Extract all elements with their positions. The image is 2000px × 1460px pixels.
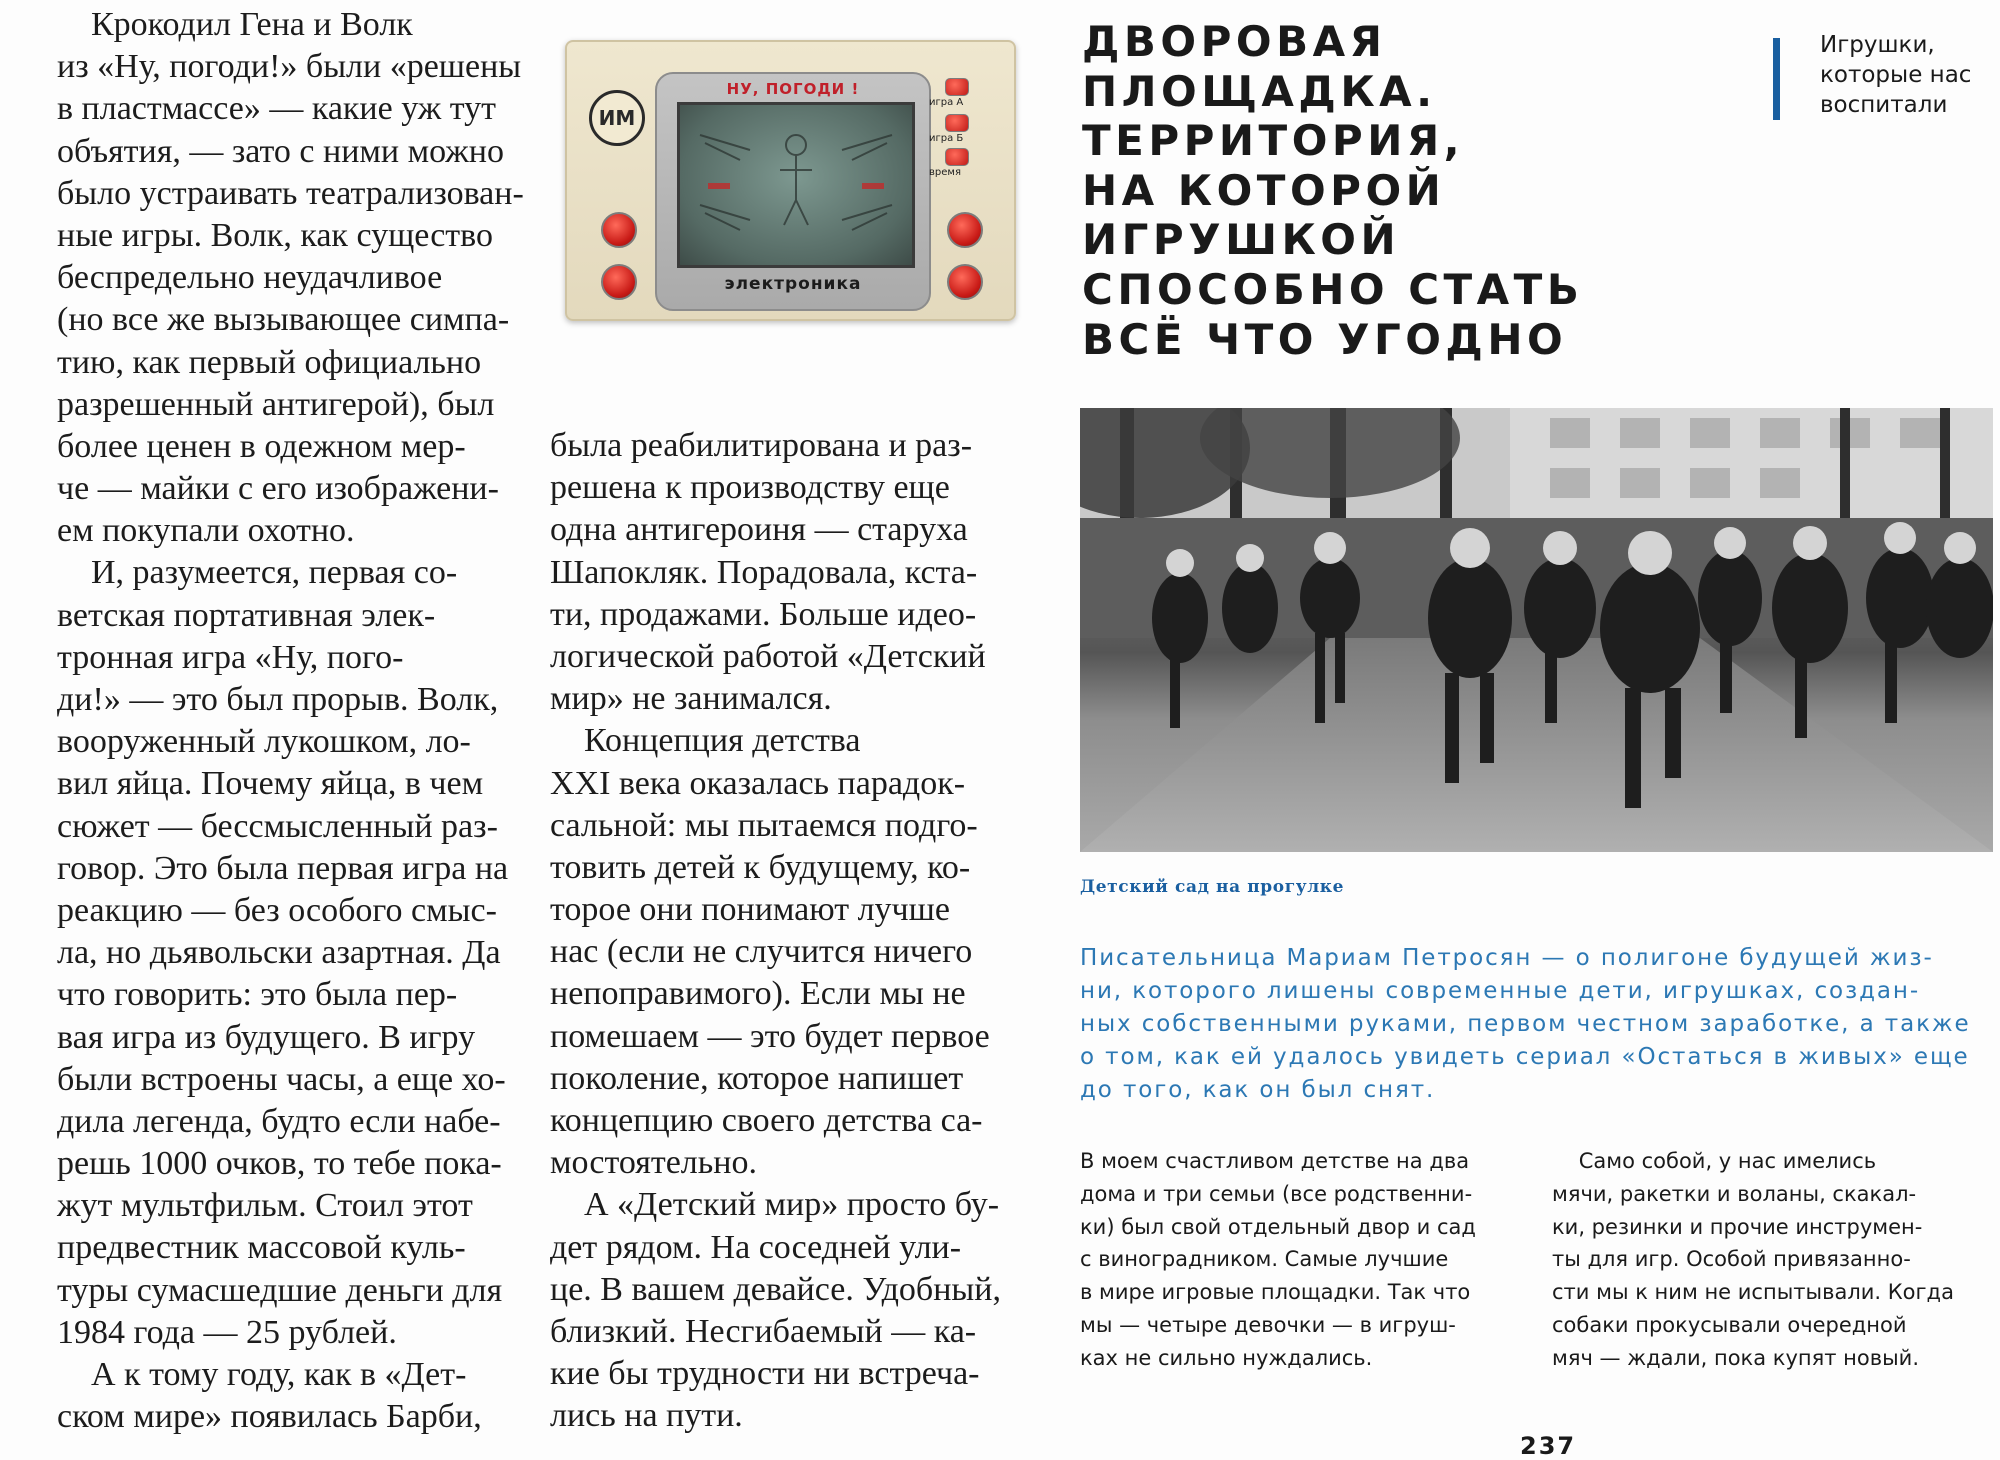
column2-line: логической работой «Детский: [550, 637, 986, 675]
column2-line: дет рядом. На соседней ули-: [550, 1228, 962, 1266]
page-number: 237: [1520, 1432, 1577, 1460]
column2-line: нас (если не случится ничего: [550, 933, 973, 971]
column3-line: с виноградником. Самые лучшие: [1080, 1247, 1449, 1272]
heading-line: ДВОРОВАЯ: [1082, 17, 1387, 66]
column1-line: объятия, — зато с ними можно: [57, 132, 504, 170]
game-a-label: игра А: [929, 97, 964, 108]
column3-line: ках не сильно нуждались.: [1080, 1345, 1373, 1370]
column1-line: сюжет — бессмысленный раз-: [57, 807, 498, 845]
photo-caption: Детский сад на прогулке: [1080, 877, 1345, 897]
right-lower-button: [947, 264, 983, 300]
column1-line: жут мультфильм. Стоил этот: [57, 1187, 473, 1225]
column1-line: че — майки с его изображени-: [57, 470, 499, 508]
time-button: [945, 148, 969, 166]
column2-line: лись на пути.: [550, 1397, 743, 1435]
column3-line: в мире игровые площадки. Так что: [1080, 1280, 1471, 1305]
column4-line: Само собой, у нас имелись: [1552, 1149, 1877, 1173]
column1-line: ди!» — это был прорыв. Волк,: [57, 681, 499, 718]
left-lower-button: [601, 264, 637, 300]
column1-line: из «Ну, погоди!» были «решены: [57, 48, 522, 86]
heading-line: ИГРУШКОЙ: [1082, 215, 1401, 265]
heading-line: СПОСОБНО СТАТЬ: [1082, 264, 1584, 314]
column2-line: ти, продажами. Больше идео-: [550, 595, 977, 633]
column3-line: В моем счастливом детстве на два: [1080, 1149, 1470, 1173]
article-lead: [1080, 942, 1971, 1107]
column2-line: А «Детский мир» просто бу-: [550, 1186, 1000, 1224]
column1-line: ском мире» появилась Барби,: [57, 1398, 482, 1436]
column1-line: И, разумеется, первая со-: [57, 554, 458, 592]
column3-line: дома и три семьи (все родственни-: [1080, 1181, 1473, 1206]
body-column-3: [1080, 1145, 1476, 1375]
column2-line: XXI века оказалась парадок-: [550, 764, 966, 802]
column1-line: вая игра из будущего. В игру: [57, 1018, 476, 1056]
column2-line: Шапокляк. Порадовала, кста-: [550, 553, 978, 591]
running-header-rule: [1773, 38, 1780, 120]
column2-line: решена к производству еще: [550, 469, 950, 507]
column1-line: говор. Это была первая игра на: [57, 849, 509, 887]
running-header: [1820, 30, 1971, 120]
game-device-photo: [565, 40, 1016, 321]
heading-line: ВСЁ ЧТО УГОДНО: [1082, 314, 1568, 364]
column2-line: одна антигероиня — старуха: [550, 511, 968, 549]
game-bezel: [655, 72, 931, 311]
running_header-line: Игрушки,: [1820, 32, 1935, 58]
game-brand: электроника: [724, 274, 862, 294]
kindergarten-photo: [1080, 408, 1993, 852]
column2-line: близкий. Несгибаемый — ка-: [550, 1312, 977, 1350]
heading-line: НА КОТОРОЙ: [1082, 165, 1446, 215]
game-screen-figures-icon: [680, 105, 912, 265]
game-screen: [677, 102, 915, 268]
im-logo: ИМ: [589, 90, 645, 146]
column1-line: разрешенный антигерой), был: [57, 385, 495, 423]
body-column-1: [57, 4, 524, 1438]
column2-line: непоправимого). Если мы не: [550, 975, 966, 1013]
column3-line: ки) был свой отдельный двор и сад: [1080, 1214, 1476, 1239]
column2-line: торое они понимают лучше: [550, 891, 950, 929]
column1-line: вооруженный лукошком, ло-: [57, 723, 471, 761]
children-running-photo: [1080, 408, 1993, 852]
column2-line: концепцию своего детства са-: [550, 1102, 983, 1139]
column2-line: кие бы трудности ни встреча-: [550, 1355, 980, 1393]
column1-line: вил яйца. Почему яйца, в чем: [57, 765, 484, 803]
column1-line: 1984 года — 25 рублей.: [57, 1313, 397, 1351]
column1-line: были встроены часы, а еще хо-: [57, 1060, 506, 1098]
column2-line: поколение, которое напишет: [550, 1059, 964, 1097]
column1-line: что говорить: это была пер-: [57, 976, 458, 1014]
column1-line: реакцию — без особого смыс-: [57, 891, 497, 929]
column1-line: ветская портативная элек-: [57, 596, 436, 634]
column4-line: ки, резинки и прочие инструмен-: [1552, 1214, 1923, 1239]
lead-line: ных собственными руками, первом честном заработке, а также: [1080, 1011, 1971, 1037]
lead-line: Писательница Мариам Петросян — о полигоне будущей жиз-: [1080, 945, 1934, 971]
column1-line: в пластмассе» — какие уж тут: [57, 90, 497, 128]
column1-line: тию, как первый официально: [57, 343, 482, 381]
column1-line: туры сумасшедшие деньги для: [57, 1271, 503, 1309]
column3-line: мы — четыре девочки — в игруш-: [1080, 1312, 1456, 1337]
column1-line: беспредельно неудачливое: [57, 259, 443, 297]
game-b-label: игра Б: [929, 133, 964, 144]
column2-line: помешаем — это будет первое: [550, 1017, 990, 1055]
column2-line: це. В вашем девайсе. Удобный,: [550, 1270, 1001, 1308]
lead-line: ни, которого лишены современные дети, игрушках, создан-: [1080, 978, 1921, 1004]
column1-line: было устраивать театрализован-: [57, 174, 524, 212]
running_header-line: воспитали: [1820, 92, 1948, 118]
heading-line: ПЛОЩАДКА.: [1082, 66, 1437, 116]
heading-line: ТЕРРИТОРИЯ,: [1082, 116, 1465, 166]
right-upper-button: [947, 212, 983, 248]
column1-line: тронная игра «Ну, пого-: [57, 638, 404, 676]
left-upper-button: [601, 212, 637, 248]
column4-line: мяч — ждали, пока купят новый.: [1552, 1345, 1920, 1370]
lead-line: до того, как он был снят.: [1080, 1077, 1436, 1103]
column1-line: более ценен в одежном мер-: [57, 427, 466, 465]
column1-line: ем покупали охотно.: [57, 512, 355, 550]
section-heading: [1082, 17, 1583, 364]
game-title: НУ, ПОГОДИ !: [726, 80, 860, 98]
column4-line: сти мы к ним не испытывали. Когда: [1552, 1280, 1954, 1305]
column2-line: была реабилитирована и раз-: [550, 427, 973, 464]
column4-line: собаки прокусывали очередной: [1552, 1312, 1907, 1337]
column4-line: мячи, ракетки и воланы, скакал-: [1552, 1181, 1917, 1206]
column1-line: ла, но дьявольски азартная. Да: [57, 934, 501, 972]
column2-line: мостоятельно.: [550, 1144, 757, 1182]
body-column-2: [550, 425, 1001, 1438]
column1-line: решь 1000 очков, то тебе пока-: [57, 1145, 502, 1183]
column1-line: предвестник массовой куль-: [57, 1229, 466, 1267]
game-b-button: [945, 114, 969, 132]
column2-line: Концепция детства: [550, 722, 861, 760]
column1-line: А к тому году, как в «Дет-: [57, 1356, 467, 1393]
column4-line: ты для игр. Особой привязанно-: [1552, 1247, 1911, 1272]
game-a-button: [945, 78, 969, 96]
running_header-line: которые нас: [1820, 62, 1972, 88]
column1-line: Крокодил Гена и Волк: [57, 6, 413, 43]
column2-line: мир» не занимался.: [550, 680, 832, 718]
column2-line: товить детей к будущему, ко-: [550, 848, 971, 886]
time-label: время: [929, 167, 961, 178]
column1-line: ные игры. Волк, как существо: [57, 216, 493, 254]
column1-line: (но все же вызывающее симпа-: [57, 301, 510, 339]
column2-line: сальной: мы пытаемся подго-: [550, 806, 978, 844]
lead-line: о том, как ей удалось увидеть сериал «Остаться в живых» еще: [1080, 1044, 1970, 1070]
column1-line: дила легенда, будто если набе-: [57, 1102, 501, 1140]
body-column-4: [1552, 1145, 1954, 1375]
